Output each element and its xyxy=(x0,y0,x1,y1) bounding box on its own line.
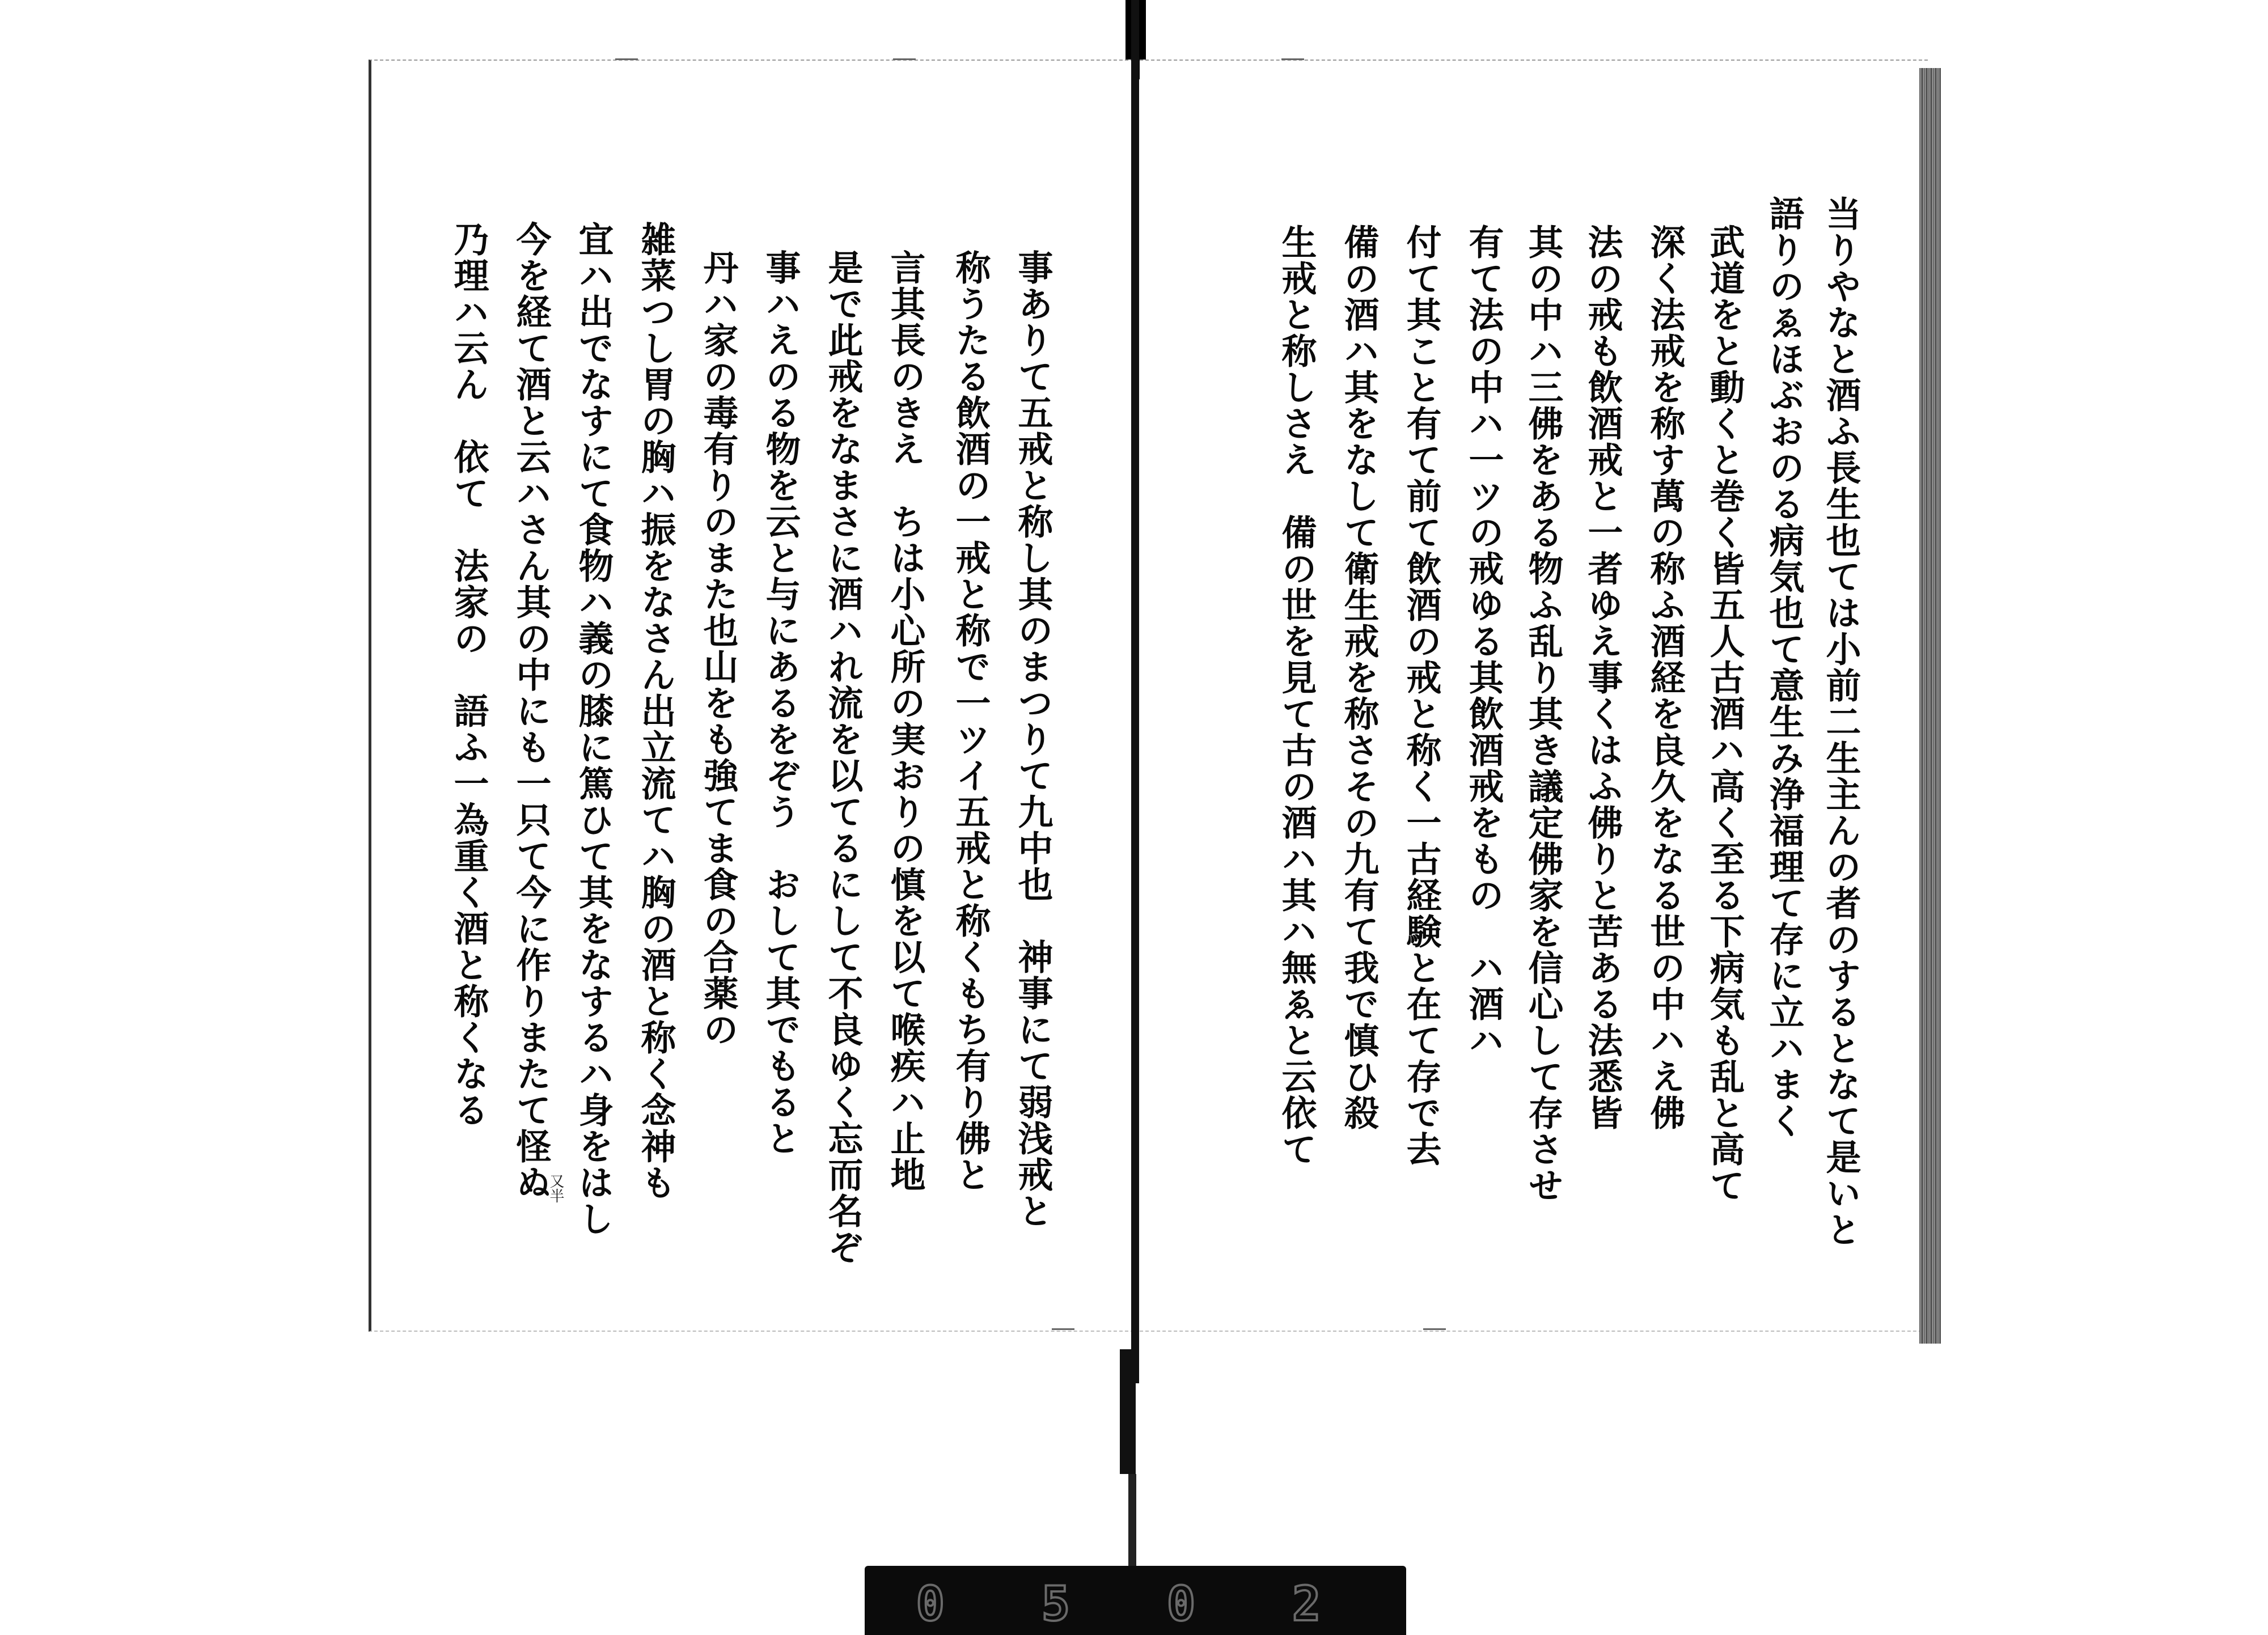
text-column: 言其長のきえ ちは小心所の実おりの慎を以て喉疾ハ止地 xyxy=(885,249,926,1193)
text-column: 深く法戒を称す萬の称ふ酒経を良久をなる世の中ハえ佛 xyxy=(1644,224,1686,1131)
page-rule xyxy=(615,58,638,60)
text-column: 事ありて五戒と称し其のまつりて九中也 神事にて弱浅戒と xyxy=(1012,249,1053,1229)
book-spine xyxy=(1131,0,1139,1383)
text-column: 雑菜つし胃の胸ハ振をなさん出立流てハ胸の酒と称く念神も xyxy=(635,221,676,1201)
page-rule xyxy=(1052,1328,1074,1330)
text-column: 武道をと動くと巻く皆五人古酒ハ高く至る下病気も乱と高て xyxy=(1704,224,1745,1204)
text-column: 事ハえのる物を云と与にあるをぞう おして其でもると xyxy=(760,249,801,1157)
text-column: 付て其こと有て前て飲酒の戒と称く一古経験と在て存で去 xyxy=(1400,224,1442,1167)
spine-clip xyxy=(1120,1349,1136,1474)
text-column: 語りのゑほぶおのる病気也て意生み浄福理て存に立ハまく xyxy=(1763,196,1805,1139)
page-block-edge xyxy=(1919,68,1941,1344)
page-rule xyxy=(893,58,916,60)
page-rule xyxy=(1281,58,1304,60)
catalog-number: 0 5 0 2 xyxy=(916,1576,1355,1632)
text-column: 法の戒も飲酒戒と一者ゆえ事くはふ佛りと苦ある法悉皆 xyxy=(1582,224,1623,1131)
text-column: 有て法の中ハ一ツの戒ゆる其飲酒戒をもの ハ酒ハ xyxy=(1463,224,1504,1058)
text-column: 乃理ハ云ん 依て 法家の 語ふ一為重く酒と称くなる xyxy=(448,221,489,1128)
text-column: 生戒と称しさえ 備の世を見て古の酒ハ其ハ無ゑと云依て xyxy=(1276,224,1317,1167)
text-column: 今を経て酒と云ハさん其の中にも一只て今に作りまたて怪ぬ xyxy=(510,221,552,1201)
text-column: 是で此戒をなまさに酒ハれ流を以てるにして不良ゆく忘而名ぞ xyxy=(822,249,864,1265)
text-column: 其の中ハ三佛をある物ふ乱り其き議定佛家を信心して存させ xyxy=(1522,224,1564,1204)
text-column: 備の酒ハ其をなして衛生戒を称さその九有て我で慎ひ殺 xyxy=(1338,224,1380,1131)
margin-note: 又半 xyxy=(547,1174,564,1203)
spine-clip-lower xyxy=(1128,1474,1136,1570)
text-column: 称うたる飲酒の一戒と称で一ツイ五戒と称くもち有り佛と xyxy=(950,249,991,1193)
catalog-label xyxy=(865,1566,1406,1635)
text-column: 宜ハ出でなすにて食物ハ義の膝に篤ひて其をなするハ身をはし xyxy=(573,221,614,1237)
text-column: 当りやなと酒ふ長生也ては小前二生主んの者のするとなて是いと xyxy=(1820,196,1861,1248)
page-rule xyxy=(1423,1328,1446,1330)
text-column: 丹ハ家の毒有りのまた也山をも強てま食の合薬の xyxy=(697,249,739,1048)
